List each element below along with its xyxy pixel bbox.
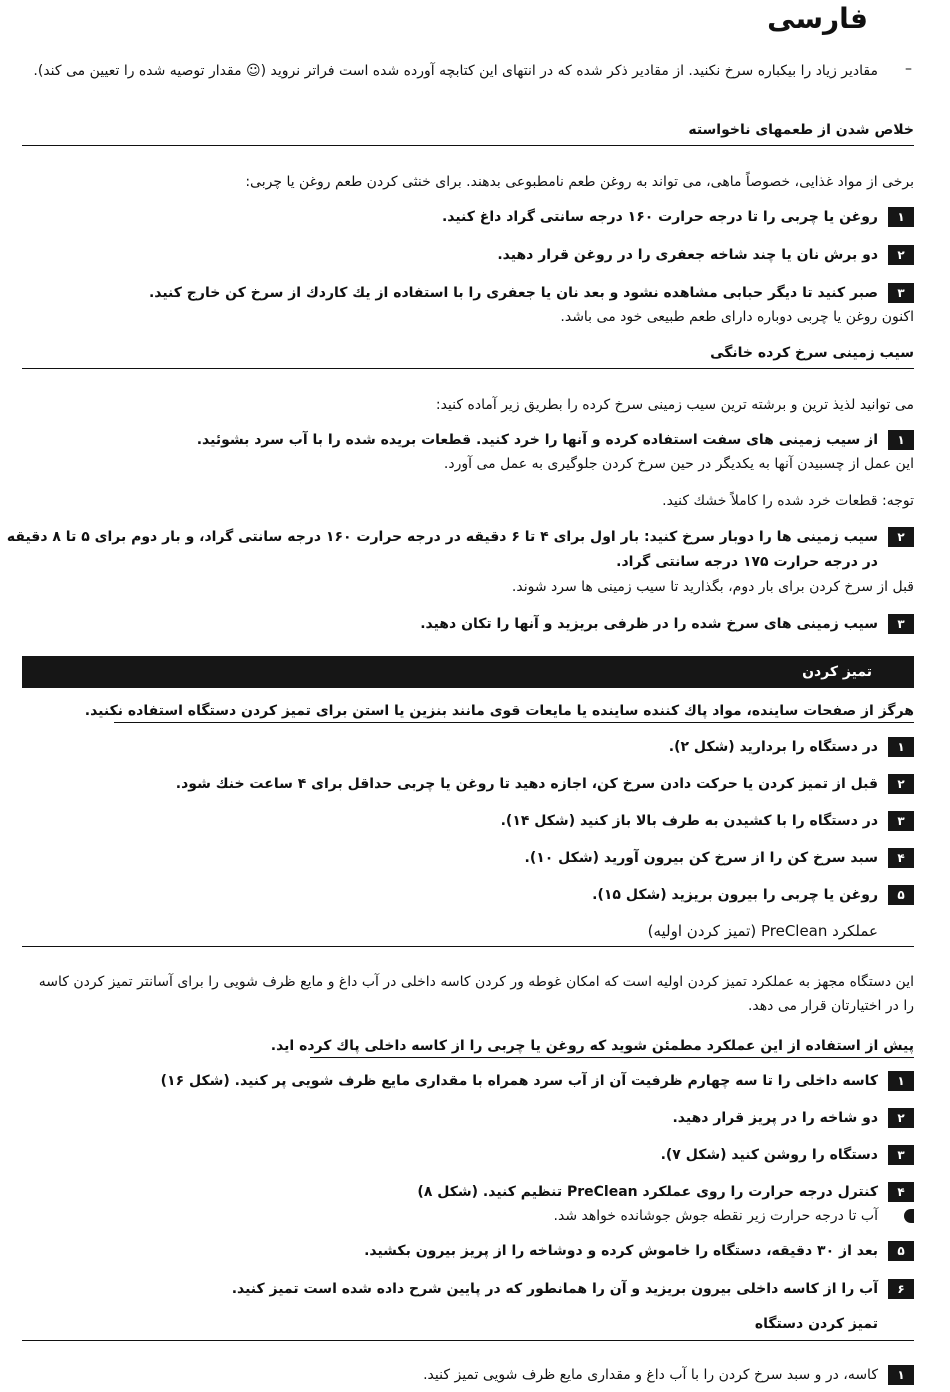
step-number: ۲ (888, 1108, 914, 1128)
potato-step-2-line2: در درجه حرارت ۱۷۵ درجه سانتی گراد. (616, 554, 878, 570)
potato-step-1 (197, 430, 914, 450)
step-number: ۳ (888, 811, 914, 831)
device-step-1 (423, 1365, 914, 1385)
step-text: دستگاه را روشن کنید (شکل ۷). (660, 1147, 878, 1163)
before-underline (310, 1057, 914, 1058)
step-text: آب را از کاسه داخلی بیرون بریزید و آن را همانطور که در پایین شرح داده شده است تمیز کنید. (231, 1281, 878, 1297)
section-title-device: تمیز کردن دستگاه (754, 1316, 878, 1332)
step-number: ۴ (888, 1182, 914, 1202)
step-text: دو برش نان یا چند شاخه جعفری را در روغن قرار دهید. (497, 247, 878, 263)
taste-step-3 (149, 283, 914, 303)
step-text: در دستگاه را بردارید (شکل ۲). (668, 739, 878, 755)
cleaning-step-5 (592, 885, 914, 905)
section-title-potato: سیب زمینی سرخ کرده خانگی (710, 345, 914, 361)
potato-intro: می توانید لذیذ ترین و برشته ترین سیب زمینی سرخ کرده را بطریق زیر آماده کنید: (435, 397, 914, 413)
preclean-step-1 (161, 1071, 914, 1091)
step-text: کاسه، در و سبد سرخ کردن را با آب داغ و مقداری مایع ظرف شویی تمیز کنید. (423, 1367, 878, 1383)
step-number: ۳ (888, 1145, 914, 1165)
attention-text: قطعات خرد شده را کاملاً خشك كنید. (662, 493, 878, 509)
step-number: ۶ (888, 1279, 914, 1299)
step-number: ۲ (888, 245, 914, 265)
step-number: ۲ (888, 527, 914, 547)
cleaning-step-2 (176, 774, 914, 794)
section-title-cleaning: تمیز کردن (802, 664, 872, 680)
cleaning-warning: هرگز از صفحات ساینده، مواد پاك كننده ساینده یا مایعات قوی مانند بنزین یا استن برای تمیز كردن دستگاه استفاده نكنید. (84, 703, 914, 719)
preclean-before: پیش از استفاده از این عملکرد مطمئن شوید که روغن یا چربی را از کاسه داخلی پاك كرده اید. (270, 1038, 914, 1054)
preclean-step-3 (661, 1145, 914, 1165)
language-title: فارسی (767, 2, 868, 35)
taste-intro: برخی از مواد غذایی، خصوصاً ماهی، می تواند به روغن طعم نامطبوعی بدهند. برای خنثی کردن طعم روغن یا چربی: (245, 174, 914, 190)
divider (22, 1340, 914, 1341)
attention-label: توجه: (881, 493, 914, 509)
step-text: بعد از ۳۰ دقیقه، دستگاه را خاموش کرده و دوشاخه را از پریز بیرون بکشید. (364, 1243, 878, 1259)
step-text: روغن یا چربی را تا درجه حرارت ۱۶۰ درجه سانتی گراد داغ کنید. (441, 209, 878, 225)
taste-step-2 (497, 245, 914, 265)
section-title-preclean: عملکرد PreClean (تمیز کردن اولیه) (647, 922, 878, 940)
step-number: ۴ (888, 848, 914, 868)
step-number: ۱ (888, 737, 914, 757)
cleaning-step-3 (501, 811, 914, 831)
potato-step-2-note: قبل از سرخ کردن برای بار دوم، بگذارید تا سیب زمینی ها سرد شوند. (511, 579, 914, 595)
bullet-half-circle-icon (904, 1209, 914, 1223)
taste-step-1 (442, 207, 914, 227)
preclean-intro: این دستگاه مجهز به عملکرد تمیز کردن اولیه است که امکان غوطه ور کردن کاسه داخلی در آب داغ و مایع ظرف شویی را برای آسانتر تمیز کردن کاسه را در اختیارتان قرار می دهد. (38, 974, 914, 1014)
step-number: ۵ (888, 1241, 914, 1261)
step-number: ۱ (888, 1071, 914, 1091)
cleaning-step-1 (669, 737, 914, 757)
warning-underline (114, 722, 914, 723)
cleaning-step-4 (525, 848, 915, 868)
step-number: ۳ (888, 283, 914, 303)
step-text: روغن یا چربی را بیرون بریزید (شکل ۱۵). (592, 887, 878, 903)
step-text: از سیب زمینی های سفت استفاده کرده و آنها را خرد کنید. قطعات بریده شده را با آب سرد بشوئید. (196, 432, 878, 448)
step-text: دو شاخه را در پریز قرار دهید. (672, 1110, 878, 1126)
step-number: ۱ (888, 1365, 914, 1385)
step-text: سیب زمینی های سرخ شده را در ظرفی بریزید و آنها را تکان دهید. (420, 616, 878, 632)
step-number: ۵ (888, 885, 914, 905)
step-text: صبر کنید تا دیگر حبابی مشاهده نشود و بعد نان یا جعفری را با استفاده از یك كاردك از سرخ كن خارج كنید. (148, 285, 878, 301)
potato-step-3 (420, 614, 914, 634)
step-number: ۱ (888, 430, 914, 450)
section-bar-cleaning (22, 656, 914, 688)
intro-text: مقادیر زیاد را بیکباره سرخ نکنید. از مقادیر ذکر شده که در انتهای این کتابچه آورده شده است فراتر نروید (☺ مقدار توصیه شده را تعیین می کند). (33, 63, 878, 79)
potato-step-1-note: این عمل از چسبیدن آنها به یکدیگر در حین سرخ کردن جلوگیری به عمل می آورد. (443, 456, 914, 472)
preclean-step-4 (417, 1182, 914, 1202)
taste-note: اکنون روغن یا چربی دوباره دارای طعم طبیعی خود می باشد. (560, 309, 914, 325)
preclean-step-5 (364, 1241, 914, 1261)
step-number: ۱ (888, 207, 914, 227)
step-text: سبد سرخ کن را از سرخ کن بیرون آورید (شکل ۱۰). (524, 850, 878, 866)
step-number: ۲ (888, 774, 914, 794)
preclean-step-2 (672, 1108, 914, 1128)
step-text: در دستگاه را با کشیدن به طرف بالا باز کنید (شکل ۱۴). (500, 813, 878, 829)
preclean-step-6 (232, 1279, 914, 1299)
intro-dash: – (905, 61, 912, 77)
divider (22, 368, 914, 369)
step-text: کاسه داخلی را تا سه چهارم ظرفیت آن از آب سرد همراه با مقداری مایع ظرف شویی پر کنید. (شکل ۱۶) (160, 1073, 878, 1089)
preclean-bullet-text: آب تا درجه حرارت زیر نقطه جوش جوشانده خواهد شد. (553, 1208, 878, 1224)
step-text: قبل از تمیز کردن یا حرکت دادن سرخ کن، اجازه دهید تا روغن یا چربی حداقل برای ۴ ساعت خنك شود. (175, 776, 878, 792)
potato-attention (662, 490, 914, 512)
step-number: ۳ (888, 614, 914, 634)
divider (22, 946, 914, 947)
divider (22, 145, 914, 146)
step-text: کنترل درجه حرارت را روی عملکرد PreClean تنظیم کنید. (شکل ۸) (417, 1184, 878, 1200)
step-text: سیب زمینی ها را دوبار سرخ کنید: بار اول برای ۴ تا ۶ دقیقه در درجه حرارت ۱۶۰ درجه سانتی گراد، و بار دوم برای ۵ تا ۸ دقیقه (6, 529, 878, 545)
section-title-taste: خلاص شدن از طعمهای ناخواسته (688, 122, 914, 138)
potato-step-2 (7, 527, 914, 547)
